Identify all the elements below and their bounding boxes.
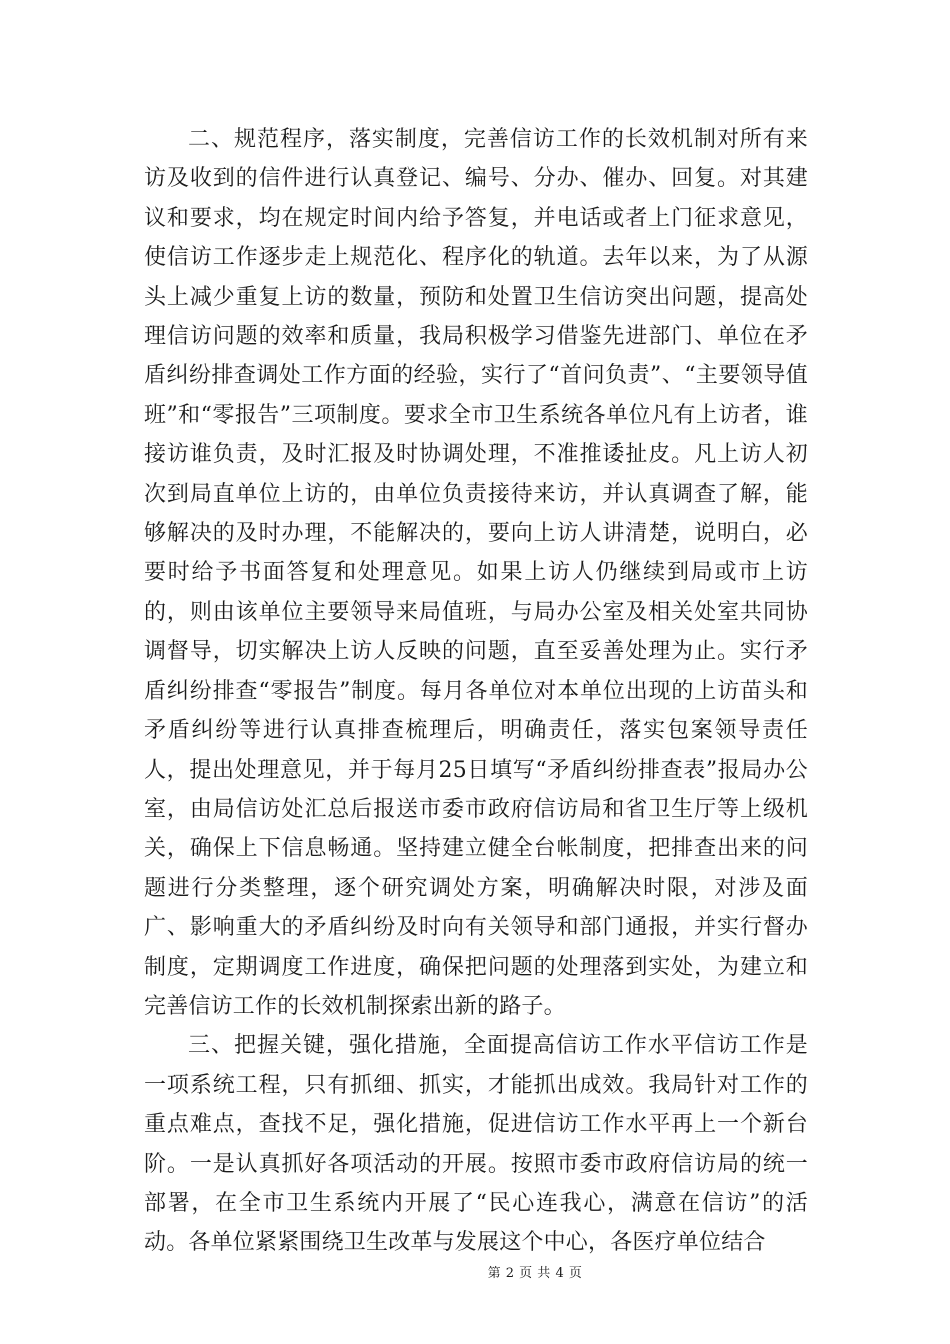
body-text [144, 120, 808, 1263]
paragraph-section-three: 三、把握关键，强化措施，全面提高信访工作水平信访工作是一项系统工程，只有抓细、抓实，才能抓出成效。我局针对工作的重点难点，查找不足，强化措施，促进信访工作水平再上一个新台阶。一是认真抓好各项活动的开展。按照市委市政府信访局的统一部署，在全市卫生系统内开展了“民心连我心，满意在信访”的活动。各单位紧紧围绕卫生改革与发展这个中心，各医疗单位结合 [144, 1033, 808, 1256]
paragraph-section-two: 二、规范程序，落实制度，完善信访工作的长效机制对所有来访及收到的信件进行认真登记、编号、分办、催办、回复。对其建议和要求，均在规定时间内给予答复，并电话或者上门征求意见，使信访工作逐步走上规范化、程序化的轨道。去年以来，为了从源头上减少重复上访的数量，预防和处置卫生信访突出问题，提高处理信访问题的效率和质量，我局积极学习借鉴先进部门、单位在矛盾纠纷排查调处工作方面的经验，实行了“首问负责”、“主要领导值班”和“零报告”三项制度。要求全市卫生系统各单位凡有上访者，谁接访谁负责，及时汇报及时协调处理，不准推诿扯皮。凡上访人初次到局直单位上访的，由单位负责接待来访，并认真调查了解，能够解决的及时办理，不能解决的，要向上访人讲清楚，说明白，必要时给予书面答复和处理意见。如果上访人仍继续到局或市上访的，则由该单位主要领导来局值班，与局办公室及相关处室共同协调督导，切实解决上访人反映的问题，直至妥善处理为止。实行矛盾纠纷排查“零报告”制度。每月各单位对本单位出现的上访苗头和矛盾纠纷等进行认真排查梳理后，明确责任，落实包案领导责任人，提出处理意见，并于每月25日填写“矛盾纠纷排查表”报局办公室，由局信访处汇总后报送市委市政府信访局和省卫生厅等上级机关，确保上下信息畅通。坚持建立健全台帐制度，把排查出来的问题进行分类整理，逐个研究调处方案，明确解决时限，对涉及面广、影响重大的矛盾纠纷及时向有关领导和部门通报，并实行督办制度，定期调度工作进度，确保把问题的处理落到实处，为建立和完善信访工作的长效机制探索出新的路子。 [144, 127, 808, 1019]
page-number-footer: 第 2 页 共 4 页 [487, 1266, 583, 1281]
